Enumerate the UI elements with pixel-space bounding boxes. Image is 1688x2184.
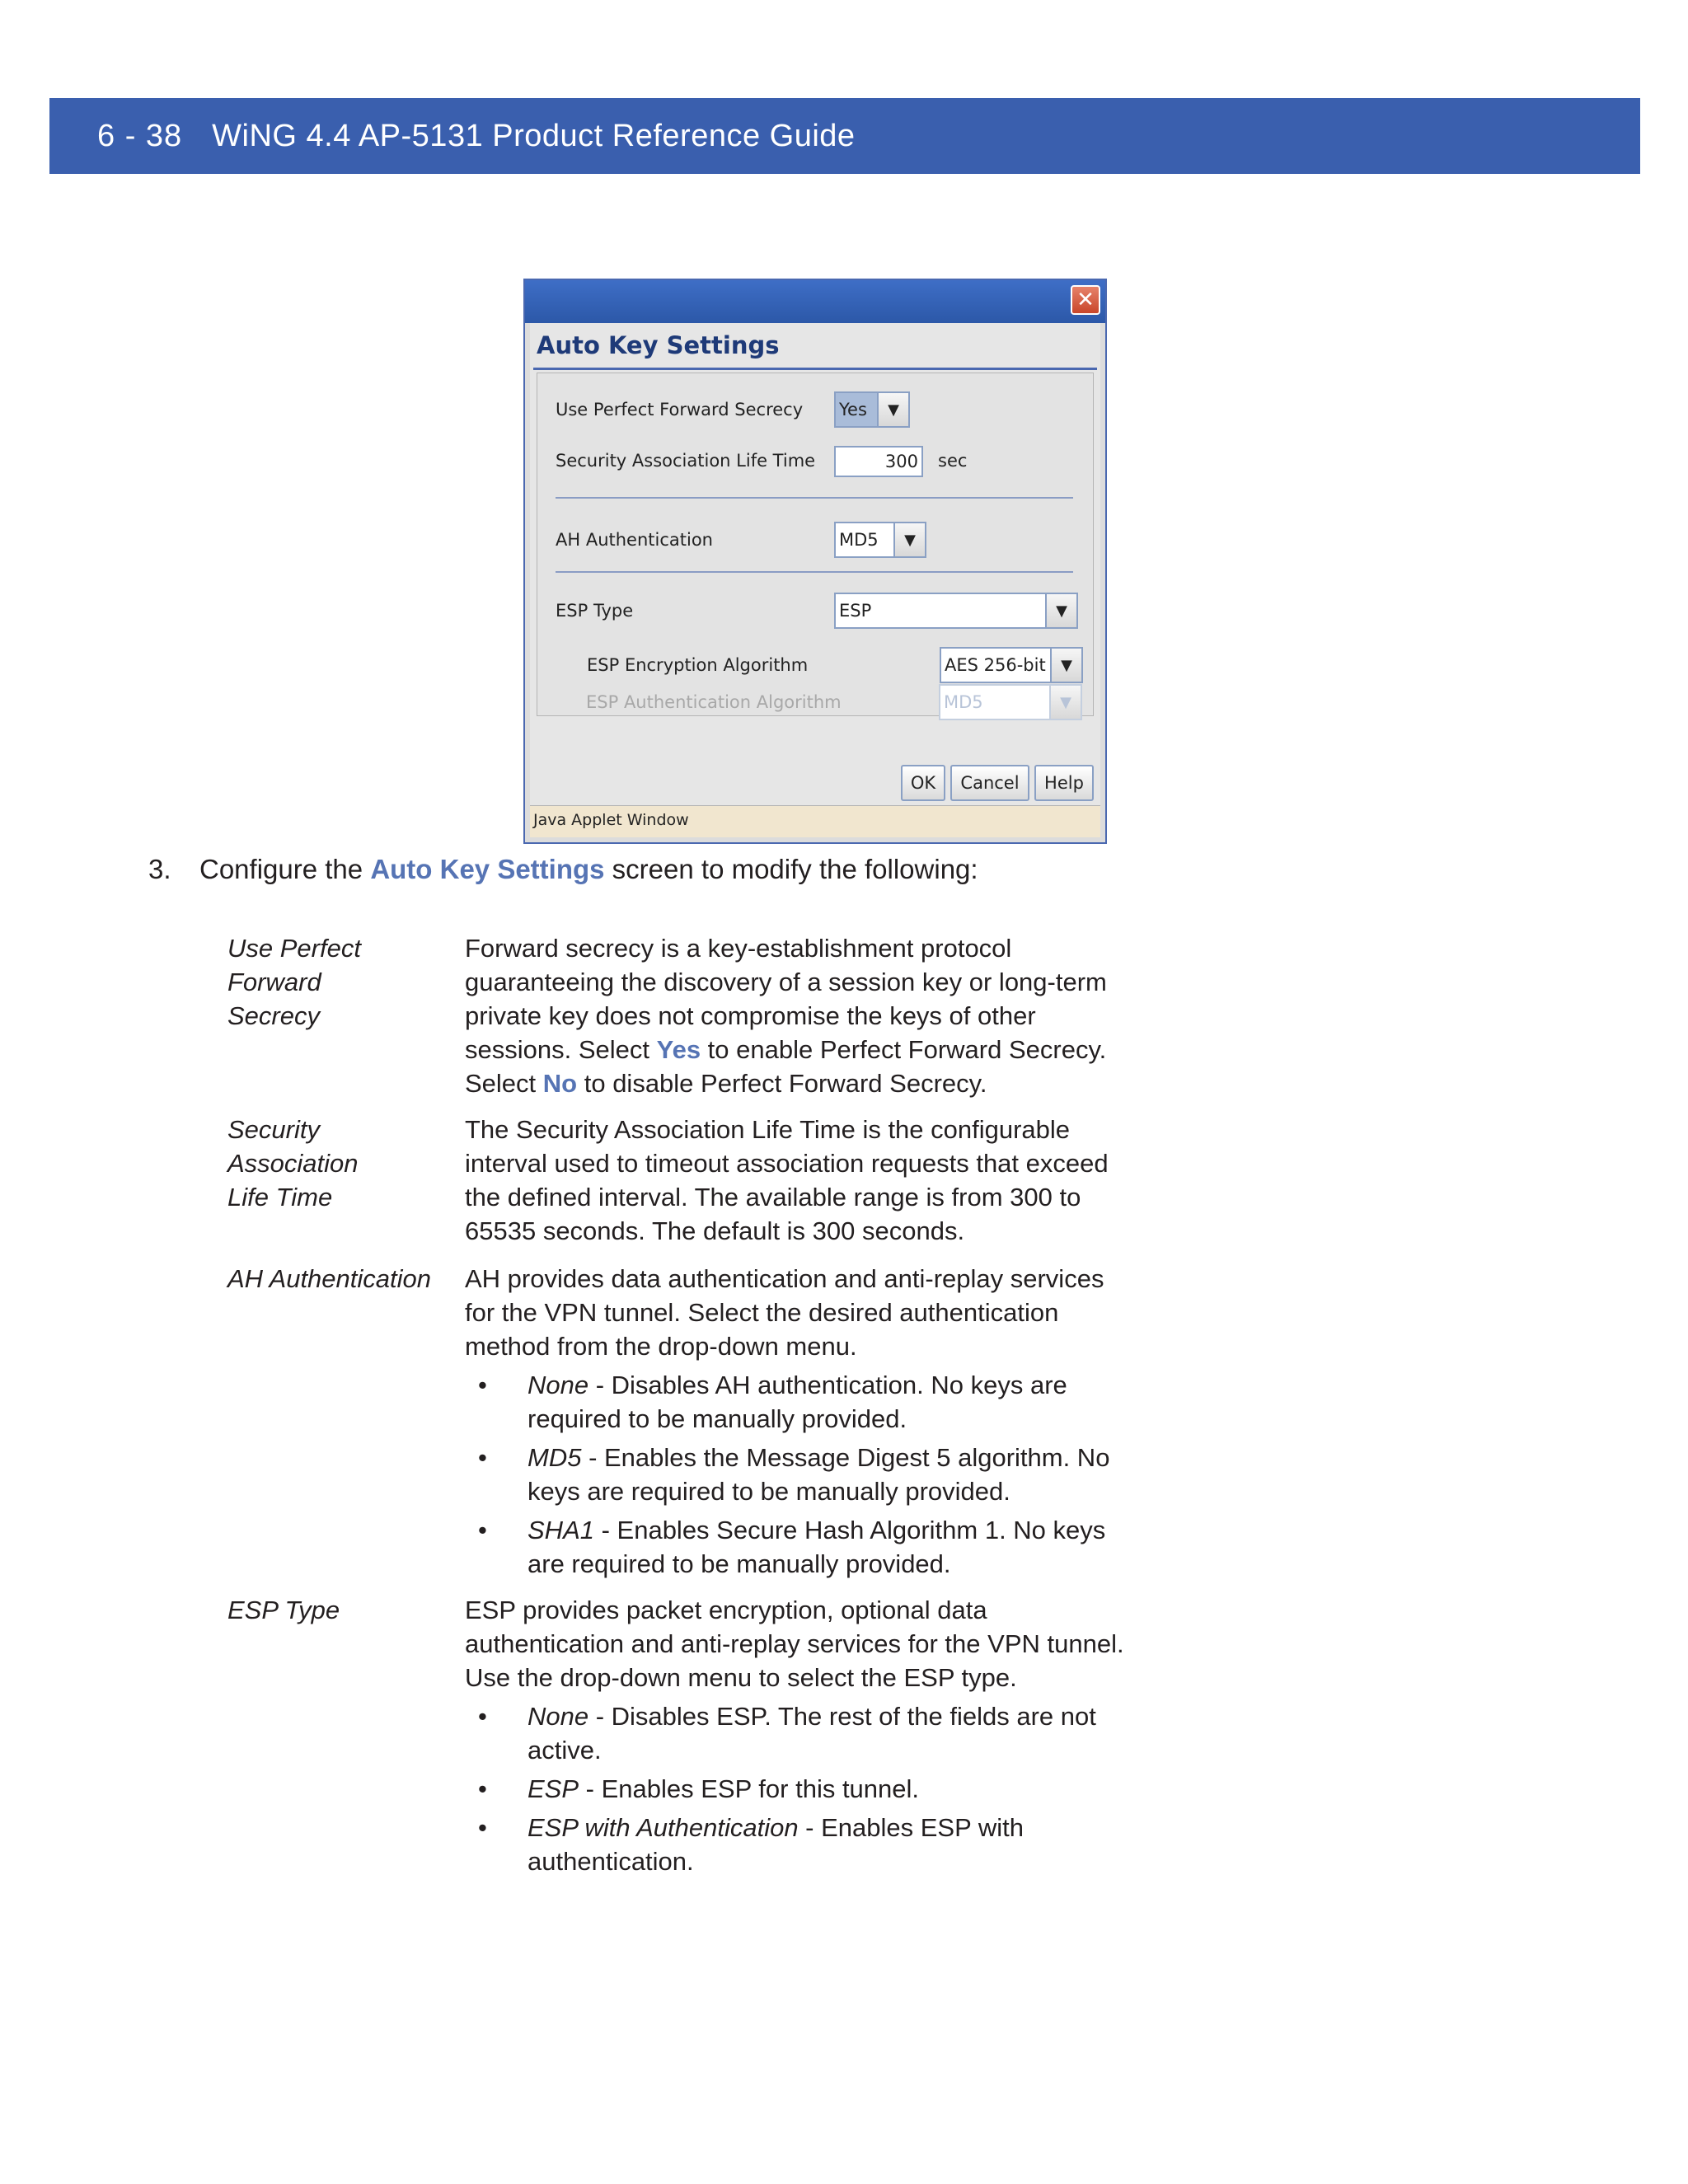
guide-title: WiNG 4.4 AP-5131 Product Reference Guide: [212, 118, 856, 153]
bullet-term: ESP: [528, 1774, 579, 1803]
param-name-line: Use Perfect Forward: [227, 934, 361, 996]
esp-type-value: ESP: [839, 601, 872, 621]
applet-footer-text: Java Applet Window: [533, 811, 689, 829]
list-item: [465, 1699, 1124, 1767]
param-name-line: AH Authentication: [227, 1264, 432, 1293]
param-name-line: ESP Type: [227, 1596, 340, 1624]
settings-panel: [537, 373, 1094, 716]
esp-encryption-label: ESP Encryption Algorithm: [587, 655, 809, 675]
bullet-text: - Enables Secure Hash Algorithm 1. No keys are required to be manually provided.: [528, 1516, 1106, 1578]
chevron-down-icon: ▼: [1050, 649, 1081, 682]
sa-lifetime-input[interactable]: 300: [834, 446, 923, 477]
bullet-icon: •: [478, 1371, 487, 1399]
pfs-label: Use Perfect Forward Secrecy: [556, 400, 804, 419]
param-name-sa-lifetime: [227, 1113, 450, 1214]
cancel-button[interactable]: Cancel: [950, 765, 1029, 801]
step-text-post: screen to modify the following:: [604, 854, 978, 884]
heading-divider: [533, 368, 1097, 370]
pfs-value: Yes: [836, 393, 877, 426]
auto-key-settings-dialog: [523, 279, 1107, 844]
chevron-down-icon: ▼: [877, 393, 908, 426]
bullet-text: - Enables the Message Digest 5 algorithm. No keys are required to be manually provided.: [528, 1443, 1110, 1506]
param-name-line: Life Time: [227, 1183, 333, 1212]
bullet-icon: •: [478, 1443, 487, 1472]
param-name-line: Security Association: [227, 1115, 359, 1178]
dialog-heading: Auto Key Settings: [537, 331, 780, 359]
bullet-term: MD5: [528, 1443, 582, 1472]
step-number: 3.: [148, 854, 171, 884]
ah-auth-label: AH Authentication: [556, 530, 713, 550]
esp-auth-label: ESP Authentication Algorithm: [586, 692, 842, 712]
desc-text: to enable Perfect Forward Secrecy. Select: [465, 1035, 1107, 1098]
esp-encryption-dropdown[interactable]: [940, 647, 1083, 683]
bullet-text: - Disables AH authentication. No keys are required to be manually provided.: [528, 1371, 1067, 1433]
dialog-body: [530, 323, 1100, 837]
esp-type-dropdown[interactable]: [834, 593, 1078, 629]
step-highlight: Auto Key Settings: [370, 854, 605, 884]
yes-highlight: Yes: [656, 1035, 701, 1064]
list-item: [465, 1513, 1124, 1581]
param-name-line: Secrecy: [227, 1001, 320, 1030]
list-item: [465, 1441, 1124, 1508]
bullet-icon: •: [478, 1813, 487, 1842]
sa-lifetime-label: Security Association Life Time: [556, 451, 816, 471]
step-text-pre: Configure the: [199, 854, 371, 884]
page-header: [49, 98, 1640, 174]
step-3: [148, 854, 978, 885]
chevron-down-icon: ▼: [1045, 594, 1076, 627]
desc-text: AH provides data authentication and anti-replay services for the VPN tunnel. Select the desired authentication method from the drop-down menu.: [465, 1264, 1104, 1361]
list-item: [465, 1772, 1124, 1806]
esp-encryption-value: AES 256-bit: [945, 655, 1046, 675]
desc-text: The Security Association Life Time is the configurable interval used to timeout association requests that exceed the defined interval. The available range is from 300 to 65535 seconds. The default is 300 seconds.: [465, 1115, 1109, 1245]
param-name-ah: [227, 1262, 450, 1296]
page-number: 6 - 38: [97, 118, 183, 153]
param-desc-esp-type: [465, 1593, 1124, 1878]
param-desc-sa-lifetime: [465, 1113, 1124, 1248]
param-name-esp-type: [227, 1593, 450, 1627]
pfs-dropdown[interactable]: [834, 391, 910, 428]
applet-footer: [530, 805, 1100, 837]
desc-text: to disable Perfect Forward Secrecy.: [577, 1069, 987, 1098]
bullet-text: - Enables ESP for this tunnel.: [579, 1774, 920, 1803]
bullet-term: None: [528, 1371, 589, 1399]
desc-text: Forward secrecy is a key-establishment protocol guaranteeing the discovery of a session key or long-term private key does not compromise the keys of other sessions. Select: [465, 934, 1107, 1064]
esp-auth-dropdown: [939, 684, 1082, 720]
separator: [556, 571, 1073, 573]
close-icon[interactable]: ✕: [1071, 285, 1100, 315]
bullet-icon: •: [478, 1516, 487, 1544]
sa-lifetime-unit: sec: [938, 451, 968, 471]
bullet-icon: •: [478, 1702, 487, 1731]
esp-type-label: ESP Type: [556, 601, 634, 621]
bullet-icon: •: [478, 1774, 487, 1803]
no-highlight: No: [542, 1069, 578, 1098]
chevron-down-icon: ▼: [1049, 686, 1081, 719]
desc-text: ESP provides packet encryption, optional data authentication and anti-replay services for the VPN tunnel. Use the drop-down menu to select the ESP type.: [465, 1596, 1124, 1692]
bullet-term: ESP with Authentication: [528, 1813, 799, 1842]
ok-button[interactable]: OK: [901, 765, 945, 801]
param-desc-ah: [465, 1262, 1124, 1581]
ah-auth-dropdown[interactable]: [834, 522, 926, 558]
param-name-pfs: [227, 931, 450, 1033]
esp-auth-value: MD5: [944, 692, 983, 712]
bullet-term: SHA1: [528, 1516, 594, 1544]
list-item: [465, 1811, 1124, 1878]
dialog-titlebar: [525, 280, 1105, 323]
bullet-text: - Enables ESP with authentication.: [528, 1813, 1024, 1876]
help-button[interactable]: Help: [1034, 765, 1094, 801]
separator: [556, 497, 1073, 499]
bullet-term: None: [528, 1702, 589, 1731]
ah-auth-value: MD5: [839, 530, 879, 550]
bullet-text: - Disables ESP. The rest of the fields are not active.: [528, 1702, 1096, 1765]
chevron-down-icon: ▼: [893, 523, 925, 556]
list-item: [465, 1368, 1124, 1436]
param-desc-pfs: [465, 931, 1124, 1100]
